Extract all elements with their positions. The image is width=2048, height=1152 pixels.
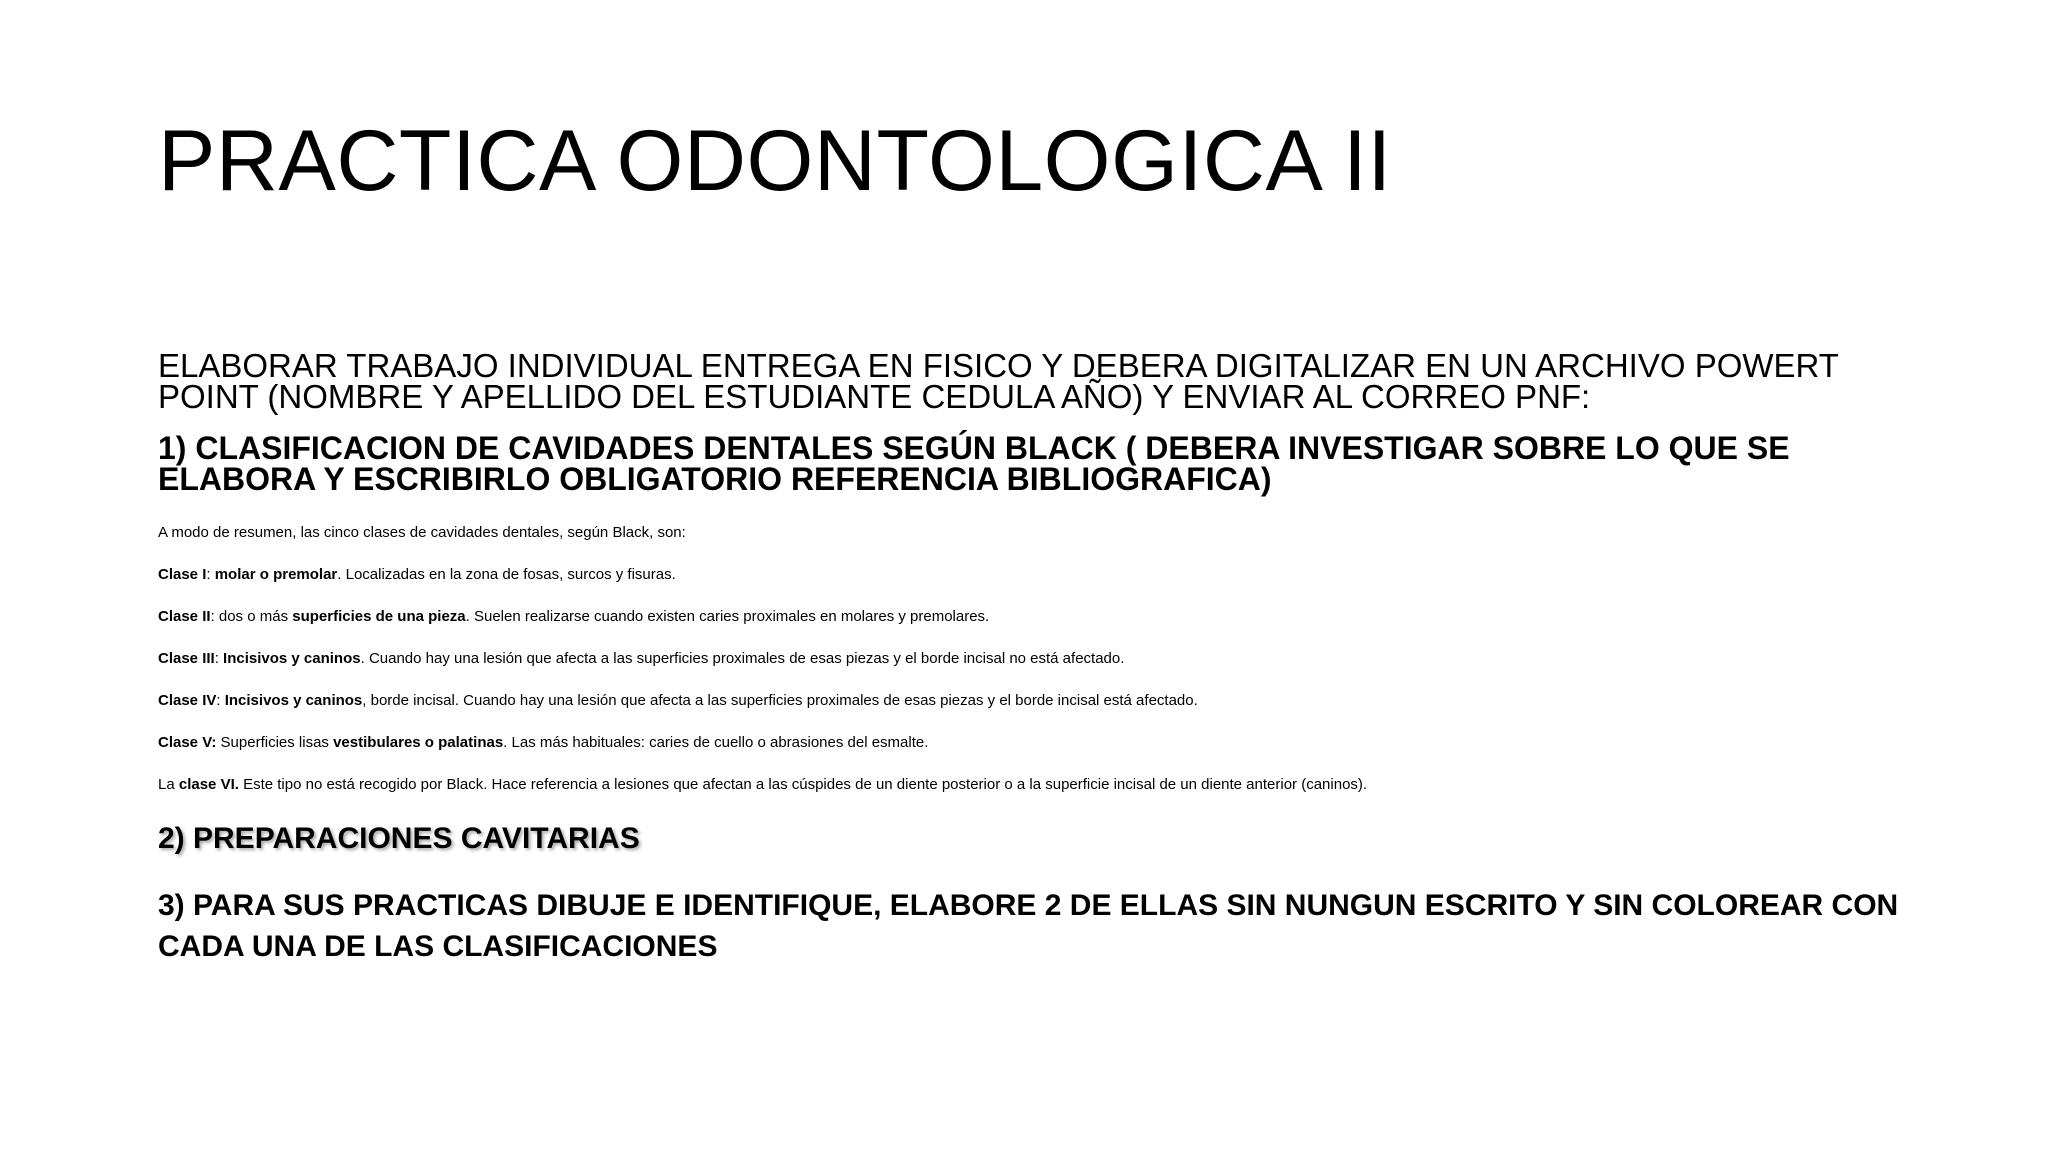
class6-prefix: La [158, 776, 179, 793]
class-label: Clase V: [158, 734, 217, 751]
class-item-3 [158, 650, 1124, 668]
class-item-1 [158, 566, 676, 584]
class-sep: : dos o más [210, 608, 293, 625]
slide-title: PRACTICA ODONTOLOGICA II [158, 113, 1392, 209]
class-sep: : [214, 650, 224, 667]
class6-description: Este tipo no está recogido por Black. Hace referencia a lesiones que afectan a las cúspides de un diente posterior o a la superficie incisal de un diente anterior (caninos). [238, 776, 1368, 793]
class-emphasis: Incisivos y caninos [224, 692, 363, 709]
class-sep: : [216, 692, 225, 709]
summary-text: A modo de resumen, las cinco clases de cavidades dentales, según Black, son: [158, 524, 686, 541]
class-item-4 [158, 692, 1198, 710]
class-item-2 [158, 608, 989, 626]
class-description: . Suelen realizarse cuando existen caries proximales en molares y premolares. [465, 608, 990, 625]
instructions-text: ELABORAR TRABAJO INDIVIDUAL ENTREGA EN FISICO Y DEBERA DIGITALIZAR EN UN ARCHIVO POWERT POINT (NOMBRE Y APELLIDO DEL ESTUDIANTE CEDULA AÑO) Y ENVIAR AL CORREO PNF: [158, 347, 1839, 415]
class-description: . Las más habituales: caries de cuello o abrasiones del esmalte. [503, 734, 929, 751]
class-emphasis: vestibulares o palatinas [333, 734, 504, 751]
class-label: Clase IV [158, 692, 217, 709]
class-description: , borde incisal. Cuando hay una lesión que afecta a las superficies proximales de esas piezas y el borde incisal está afectado. [362, 692, 1198, 709]
class-label: Clase III [158, 650, 215, 667]
section-3-heading: 3) PARA SUS PRACTICAS DIBUJE E IDENTIFIQUE, ELABORE 2 DE ELLAS SIN NUNGUN ESCRITO Y SIN COLOREAR CON CADA UNA DE LAS CLASIFICACIONES [158, 889, 1899, 963]
class6-label: clase VI. [178, 776, 239, 793]
class-label: Clase I [158, 566, 207, 583]
class-sep: : [206, 566, 215, 583]
class-label: Clase II [158, 608, 211, 625]
class-emphasis: superficies de una pieza [292, 608, 466, 625]
class-item-6 [158, 776, 1367, 794]
class-emphasis: Incisivos y caninos [223, 650, 361, 667]
class-description: . Localizadas en la zona de fosas, surcos y fisuras. [337, 566, 676, 583]
class-item-5 [158, 734, 928, 752]
class-emphasis: molar o premolar [214, 566, 338, 583]
section-2-heading: 2) PREPARACIONES CAVITARIAS [158, 822, 640, 855]
class-description: . Cuando hay una lesión que afecta a las superficies proximales de esas piezas y el borde incisal no está afectado. [360, 650, 1125, 667]
section-1-heading: 1) CLASIFICACION DE CAVIDADES DENTALES SEGÚN BLACK ( DEBERA INVESTIGAR SOBRE LO QUE SE ELABORA Y ESCRIBIRLO OBLIGATORIO REFERENCIA BIBLIOGRAFICA) [158, 430, 1790, 497]
class-sep: Superficies lisas [216, 734, 334, 751]
